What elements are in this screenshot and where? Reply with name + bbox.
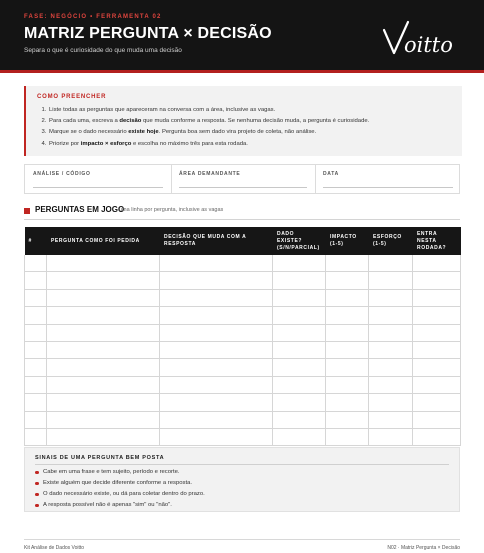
table-cell[interactable]: [369, 341, 413, 358]
table-row: [25, 411, 461, 428]
footer-divider: [24, 539, 460, 540]
column-header-line: PERGUNTA COMO FOI PEDIDA: [51, 237, 140, 244]
tip-item: [35, 478, 205, 489]
instruction-text: que muda conforme a resposta. Se nenhuma decisão muda, a pergunta é curiosidade.: [141, 118, 370, 125]
table-cell[interactable]: [413, 307, 461, 324]
table-cell[interactable]: [413, 428, 461, 445]
table-row: [25, 341, 461, 358]
section-title: PERGUNTAS EM JOGO: [35, 205, 125, 214]
instruction-text: Liste todas as perguntas que apareceram na conversa com a área, inclusive as vagas.: [49, 107, 276, 113]
table-cell[interactable]: [25, 289, 47, 306]
column-header-line: (1-5): [373, 241, 387, 247]
table-cell[interactable]: [369, 289, 413, 306]
column-header: [369, 227, 413, 255]
table-cell[interactable]: [273, 359, 326, 376]
table-cell[interactable]: [369, 411, 413, 428]
date-field[interactable]: [315, 165, 459, 193]
analysis-code-line: [33, 187, 163, 188]
table-cell[interactable]: [25, 272, 47, 289]
table-cell[interactable]: [273, 376, 326, 393]
table-cell[interactable]: [369, 255, 413, 272]
analysis-code-label: ANÁLISE / CÓDIGO: [33, 171, 91, 177]
table-body: [25, 255, 461, 446]
table-cell[interactable]: [326, 359, 369, 376]
column-header-line: DECISÃO QUE MUDA COM A: [164, 234, 247, 240]
bullet-icon: [35, 482, 39, 486]
table-cell[interactable]: [47, 324, 160, 341]
table-cell[interactable]: [160, 289, 273, 306]
tips-list: [35, 467, 205, 511]
table-row: [25, 428, 461, 445]
footer-doc-id: N02 · Matriz Pergunta × Decisão: [387, 545, 460, 551]
table-cell[interactable]: [413, 289, 461, 306]
table-row: [25, 307, 461, 324]
table-cell[interactable]: [413, 341, 461, 358]
bullet-icon: [35, 493, 39, 497]
table-cell[interactable]: [413, 411, 461, 428]
section-hint: uma linha por pergunta, inclusive as vagas: [119, 207, 224, 213]
instruction-step: [48, 127, 458, 138]
instruction-emphasis: decisão: [119, 118, 142, 125]
requesting-area-label: ÁREA DEMANDANTE: [179, 171, 241, 177]
column-header-line: EXISTE?: [277, 237, 303, 244]
instruction-step: [48, 139, 458, 150]
table-cell[interactable]: [273, 428, 326, 445]
table-cell[interactable]: [160, 272, 273, 289]
analysis-code-field[interactable]: [25, 165, 171, 193]
table-cell[interactable]: [413, 359, 461, 376]
tip-text: Cabe em uma frase e tem sujeito, período e recorte.: [43, 469, 180, 475]
column-header-line: (S/N/PARCIAL): [277, 244, 320, 251]
footer-kit-name: Kit Análise de Dados Voitto: [24, 545, 85, 551]
table-cell[interactable]: [25, 394, 47, 411]
table-cell[interactable]: [273, 307, 326, 324]
table-cell[interactable]: [25, 428, 47, 445]
table-cell[interactable]: [47, 394, 160, 411]
date-line: [323, 187, 453, 188]
table-cell[interactable]: [25, 411, 47, 428]
table-cell[interactable]: [326, 341, 369, 358]
instruction-text: Para cada uma, escreva a: [49, 118, 120, 125]
requesting-area-line: [179, 187, 307, 188]
page-title: MATRIZ PERGUNTA × DECISÃO: [24, 25, 272, 42]
table-cell[interactable]: [413, 255, 461, 272]
column-header-line: (1-5): [330, 241, 344, 247]
instruction-text: Priorize por: [49, 140, 81, 147]
table-row: [25, 376, 461, 393]
header-accent-bar: [0, 70, 484, 73]
table-cell[interactable]: [326, 255, 369, 272]
table-cell[interactable]: [273, 272, 326, 289]
date-label: DATA: [323, 171, 339, 177]
table-cell[interactable]: [47, 376, 160, 393]
table-cell[interactable]: [326, 376, 369, 393]
instruction-emphasis: impacto × esforço: [80, 140, 132, 147]
table-cell[interactable]: [369, 428, 413, 445]
tip-text: A resposta possível não é apenas "sim" ou "não".: [43, 502, 172, 508]
table-cell[interactable]: [273, 341, 326, 358]
table-cell[interactable]: [160, 411, 273, 428]
instruction-emphasis: existe hoje: [128, 129, 159, 136]
table-cell[interactable]: [25, 376, 47, 393]
column-header-line: NESTA: [417, 237, 437, 244]
table-cell[interactable]: [273, 324, 326, 341]
table-cell[interactable]: [369, 324, 413, 341]
table-header-row: [25, 227, 461, 255]
table-cell[interactable]: [160, 307, 273, 324]
table-cell[interactable]: [326, 428, 369, 445]
table-cell[interactable]: [160, 428, 273, 445]
instruction-text: . Pergunta boa sem dado vira projeto de coleta, não análise.: [158, 129, 317, 136]
tips-divider: [35, 464, 449, 465]
tips-box: [24, 447, 460, 512]
table-cell[interactable]: [413, 272, 461, 289]
tip-item: [35, 489, 205, 500]
table-cell[interactable]: [47, 428, 160, 445]
table-cell[interactable]: [326, 324, 369, 341]
requesting-area-field[interactable]: [171, 165, 315, 193]
column-header-line: DADO: [277, 230, 295, 237]
table-cell[interactable]: [160, 359, 273, 376]
instruction-text: Marque se o dado necessário: [49, 129, 129, 136]
table-cell[interactable]: [369, 307, 413, 324]
table-cell[interactable]: [273, 394, 326, 411]
table-row: [25, 272, 461, 289]
instruction-step: [48, 105, 458, 116]
tip-item: [35, 500, 205, 511]
table-cell[interactable]: [326, 272, 369, 289]
column-header: [160, 227, 273, 255]
table-cell[interactable]: [413, 324, 461, 341]
table-cell[interactable]: [47, 341, 160, 358]
tip-text: O dado necessário existe, ou dá para coletar dentro do prazo.: [43, 491, 205, 497]
table-cell[interactable]: [326, 307, 369, 324]
table-cell[interactable]: [273, 411, 326, 428]
table-row: [25, 359, 461, 376]
section-marker: [24, 208, 30, 214]
column-header-line: #: [28, 237, 32, 244]
table-cell[interactable]: [326, 394, 369, 411]
header-banner: [0, 0, 484, 70]
table-cell[interactable]: [413, 394, 461, 411]
table-cell[interactable]: [25, 341, 47, 358]
column-header-line: ESFORÇO: [373, 234, 402, 240]
table-cell[interactable]: [160, 341, 273, 358]
table-cell[interactable]: [160, 394, 273, 411]
header-fields: [24, 164, 460, 194]
bullet-icon: [35, 504, 39, 508]
table-cell[interactable]: [25, 307, 47, 324]
table-cell[interactable]: [369, 376, 413, 393]
questions-table: [24, 227, 461, 446]
table-cell[interactable]: [47, 289, 160, 306]
table-cell[interactable]: [47, 255, 160, 272]
table-cell[interactable]: [369, 359, 413, 376]
table-cell[interactable]: [369, 272, 413, 289]
voitto-logo: [382, 20, 464, 56]
column-header: [47, 227, 160, 255]
tip-text: Existe alguém que decide diferente conforme a resposta.: [43, 480, 192, 486]
table-cell[interactable]: [47, 272, 160, 289]
instruction-text: e escolha no máximo três para esta rodada.: [131, 140, 248, 147]
column-header: [326, 227, 369, 255]
table-row: [25, 324, 461, 341]
table-cell[interactable]: [160, 376, 273, 393]
phase-kicker: FASE: NEGÓCIO • FERRAMENTA 02: [24, 14, 162, 20]
table-cell[interactable]: [47, 359, 160, 376]
column-header-line: IMPACTO: [330, 234, 357, 240]
column-header: [413, 227, 461, 255]
table-cell[interactable]: [369, 394, 413, 411]
table-cell[interactable]: [273, 289, 326, 306]
column-header: [25, 227, 47, 255]
table-cell[interactable]: [47, 411, 160, 428]
column-header: [273, 227, 326, 255]
table-cell[interactable]: [160, 255, 273, 272]
section-divider: [24, 219, 460, 220]
instructions-heading: COMO PREENCHER: [37, 94, 107, 100]
table-cell[interactable]: [25, 324, 47, 341]
svg-text:oitto: oitto: [404, 33, 453, 56]
column-header-line: RESPOSTA: [164, 241, 196, 247]
tips-heading: SINAIS DE UMA PERGUNTA BEM POSTA: [35, 455, 165, 461]
instructions-list: [36, 105, 458, 150]
table-cell[interactable]: [413, 376, 461, 393]
column-header-line: RODADA?: [417, 244, 447, 251]
bullet-icon: [35, 471, 39, 475]
table-cell[interactable]: [47, 307, 160, 324]
instructions-box: [24, 86, 462, 156]
column-header-line: ENTRA: [417, 230, 438, 237]
table-cell[interactable]: [326, 411, 369, 428]
table-cell[interactable]: [326, 289, 369, 306]
tip-item: [35, 467, 205, 478]
table-cell[interactable]: [25, 359, 47, 376]
table-row: [25, 394, 461, 411]
page-subtitle: Separa o que é curiosidade do que muda uma decisão: [24, 47, 182, 54]
instruction-step: [48, 116, 458, 127]
table-cell[interactable]: [160, 324, 273, 341]
table-row: [25, 289, 461, 306]
table-row: [25, 255, 461, 272]
table-cell[interactable]: [25, 255, 47, 272]
table-cell[interactable]: [273, 255, 326, 272]
